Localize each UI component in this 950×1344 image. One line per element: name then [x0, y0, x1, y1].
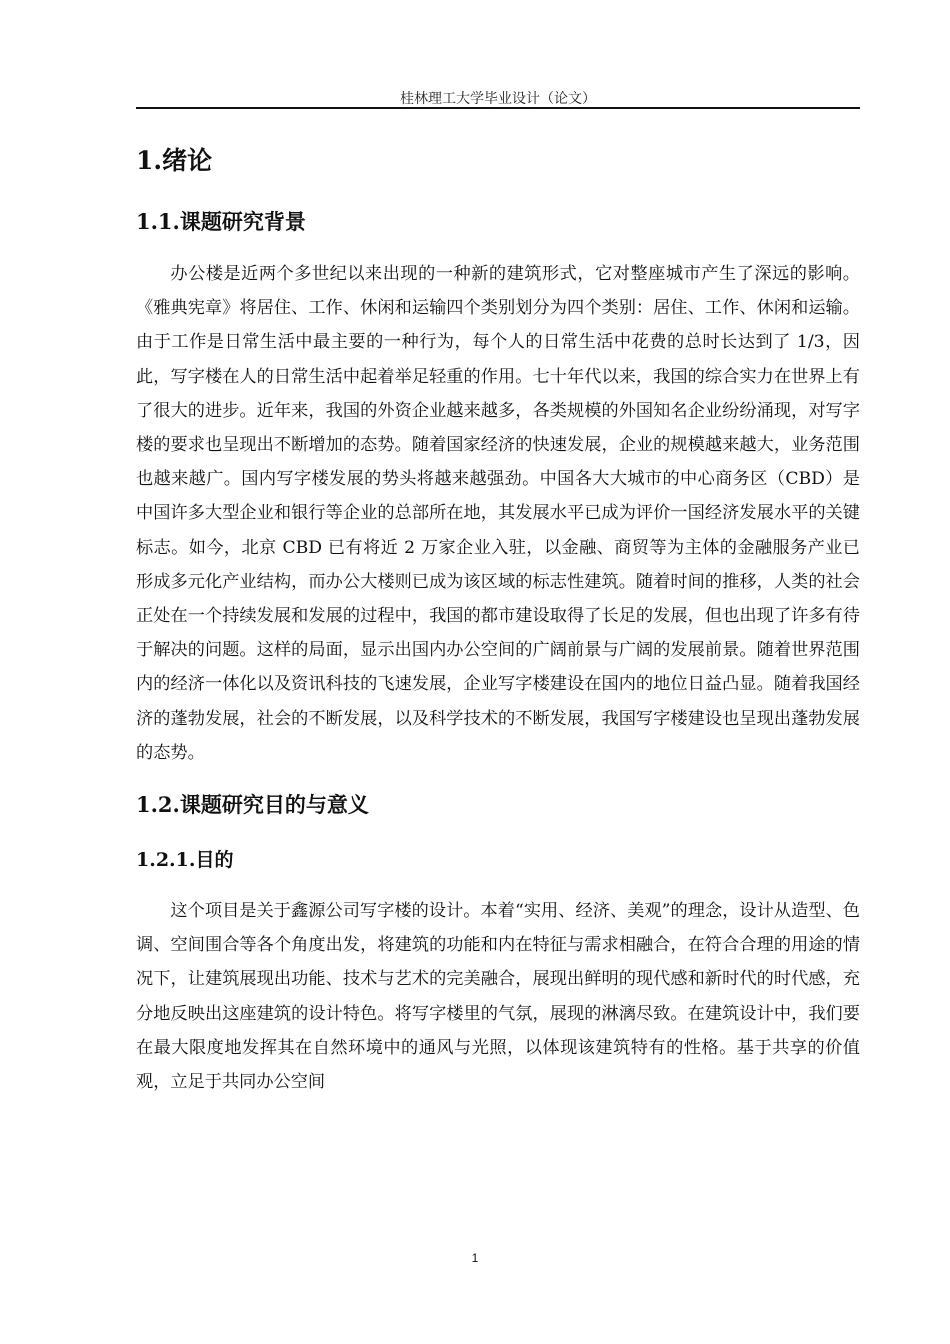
paragraph-background: 办公楼是近两个多世纪以来出现的一种新的建筑形式，它对整座城市产生了深远的影响。《雅典宪章》将居住、工作、休闲和运输四个类别划分为四个类别：居住、工作、休闲和运输。由于工作是日常生活中最主要的一种行为，每个人的日常生活中花费的总时长达到了 1/3，因此，写字楼在人的日常生活中起着举足轻重的作用。七十年代以来，我国的综合实力在世界上有了很大的进步。近年来，我国的外资企业越来越多，各类规模的外国知名企业纷纷涌现，对写字楼的要求也呈现出不断增加的态势。随着国家经济的快速发展，企业的规模越来越大，业务范围也越来越广。国内写字楼发展的势头将越来越强劲。中国各大大城市的中心商务区（CBD）是中国许多大型企业和银行等企业的总部所在地，其发展水平已成为评价一国经济发展水平的关键标志。如今，北京 CBD 已有将近 2 万家企业入驻，以金融、商贸等为主体的金融服务产业已形成多元化产业结构，而办公大楼则已成为该区域的标志性建筑。随着时间的推移，人类的社会正处在一个持续发展和发展的过程中，我国的都市建设取得了长足的发展，但也出现了许多有待于解决的问题。这样的局面，显示出国内办公空间的广阔前景与广阔的发展前景。随着世界范围内的经济一体化以及资讯科技的飞速发展，企业写字楼建设在国内的地位日益凸显。随着我国经济的蓬勃发展，社会的不断发展，以及科学技术的不断发展，我国写字楼建设也呈现出蓬勃发展的态势。: [136, 264, 860, 763]
header-rule: [136, 107, 860, 109]
running-header: 桂林理工大学毕业设计（论文）: [400, 91, 596, 107]
document-body: [136, 138, 860, 1099]
paragraph-purpose: 这个项目是关于鑫源公司写字楼的设计。本着“实用、经济、美观”的理念，设计从造型、色调、空间围合等各个角度出发，将建筑的功能和内在特征与需求相融合，在符合合理的用途的情况下，让建筑展现出功能、技术与艺术的完美融合，展现出鲜明的现代感和新时代的时代感，充分地反映出这座建筑的设计特色。将写字楼里的气氛，展现的淋漓尽致。在建筑设计中，我们要在最大限度地发挥其在自然环境中的通风与光照，以体现该建筑特有的性格。基于共享的价值观，立足于共同办公空间: [136, 901, 860, 1093]
subsection-heading-purpose: 1.2.1.目的: [136, 849, 234, 872]
section-heading-background: 1.1.课题研究背景: [136, 209, 306, 234]
page-number: 1: [471, 1251, 479, 1265]
section-heading-purpose-significance: 1.2.课题研究目的与意义: [136, 792, 369, 818]
chapter-heading: 1.绪论: [136, 146, 213, 175]
